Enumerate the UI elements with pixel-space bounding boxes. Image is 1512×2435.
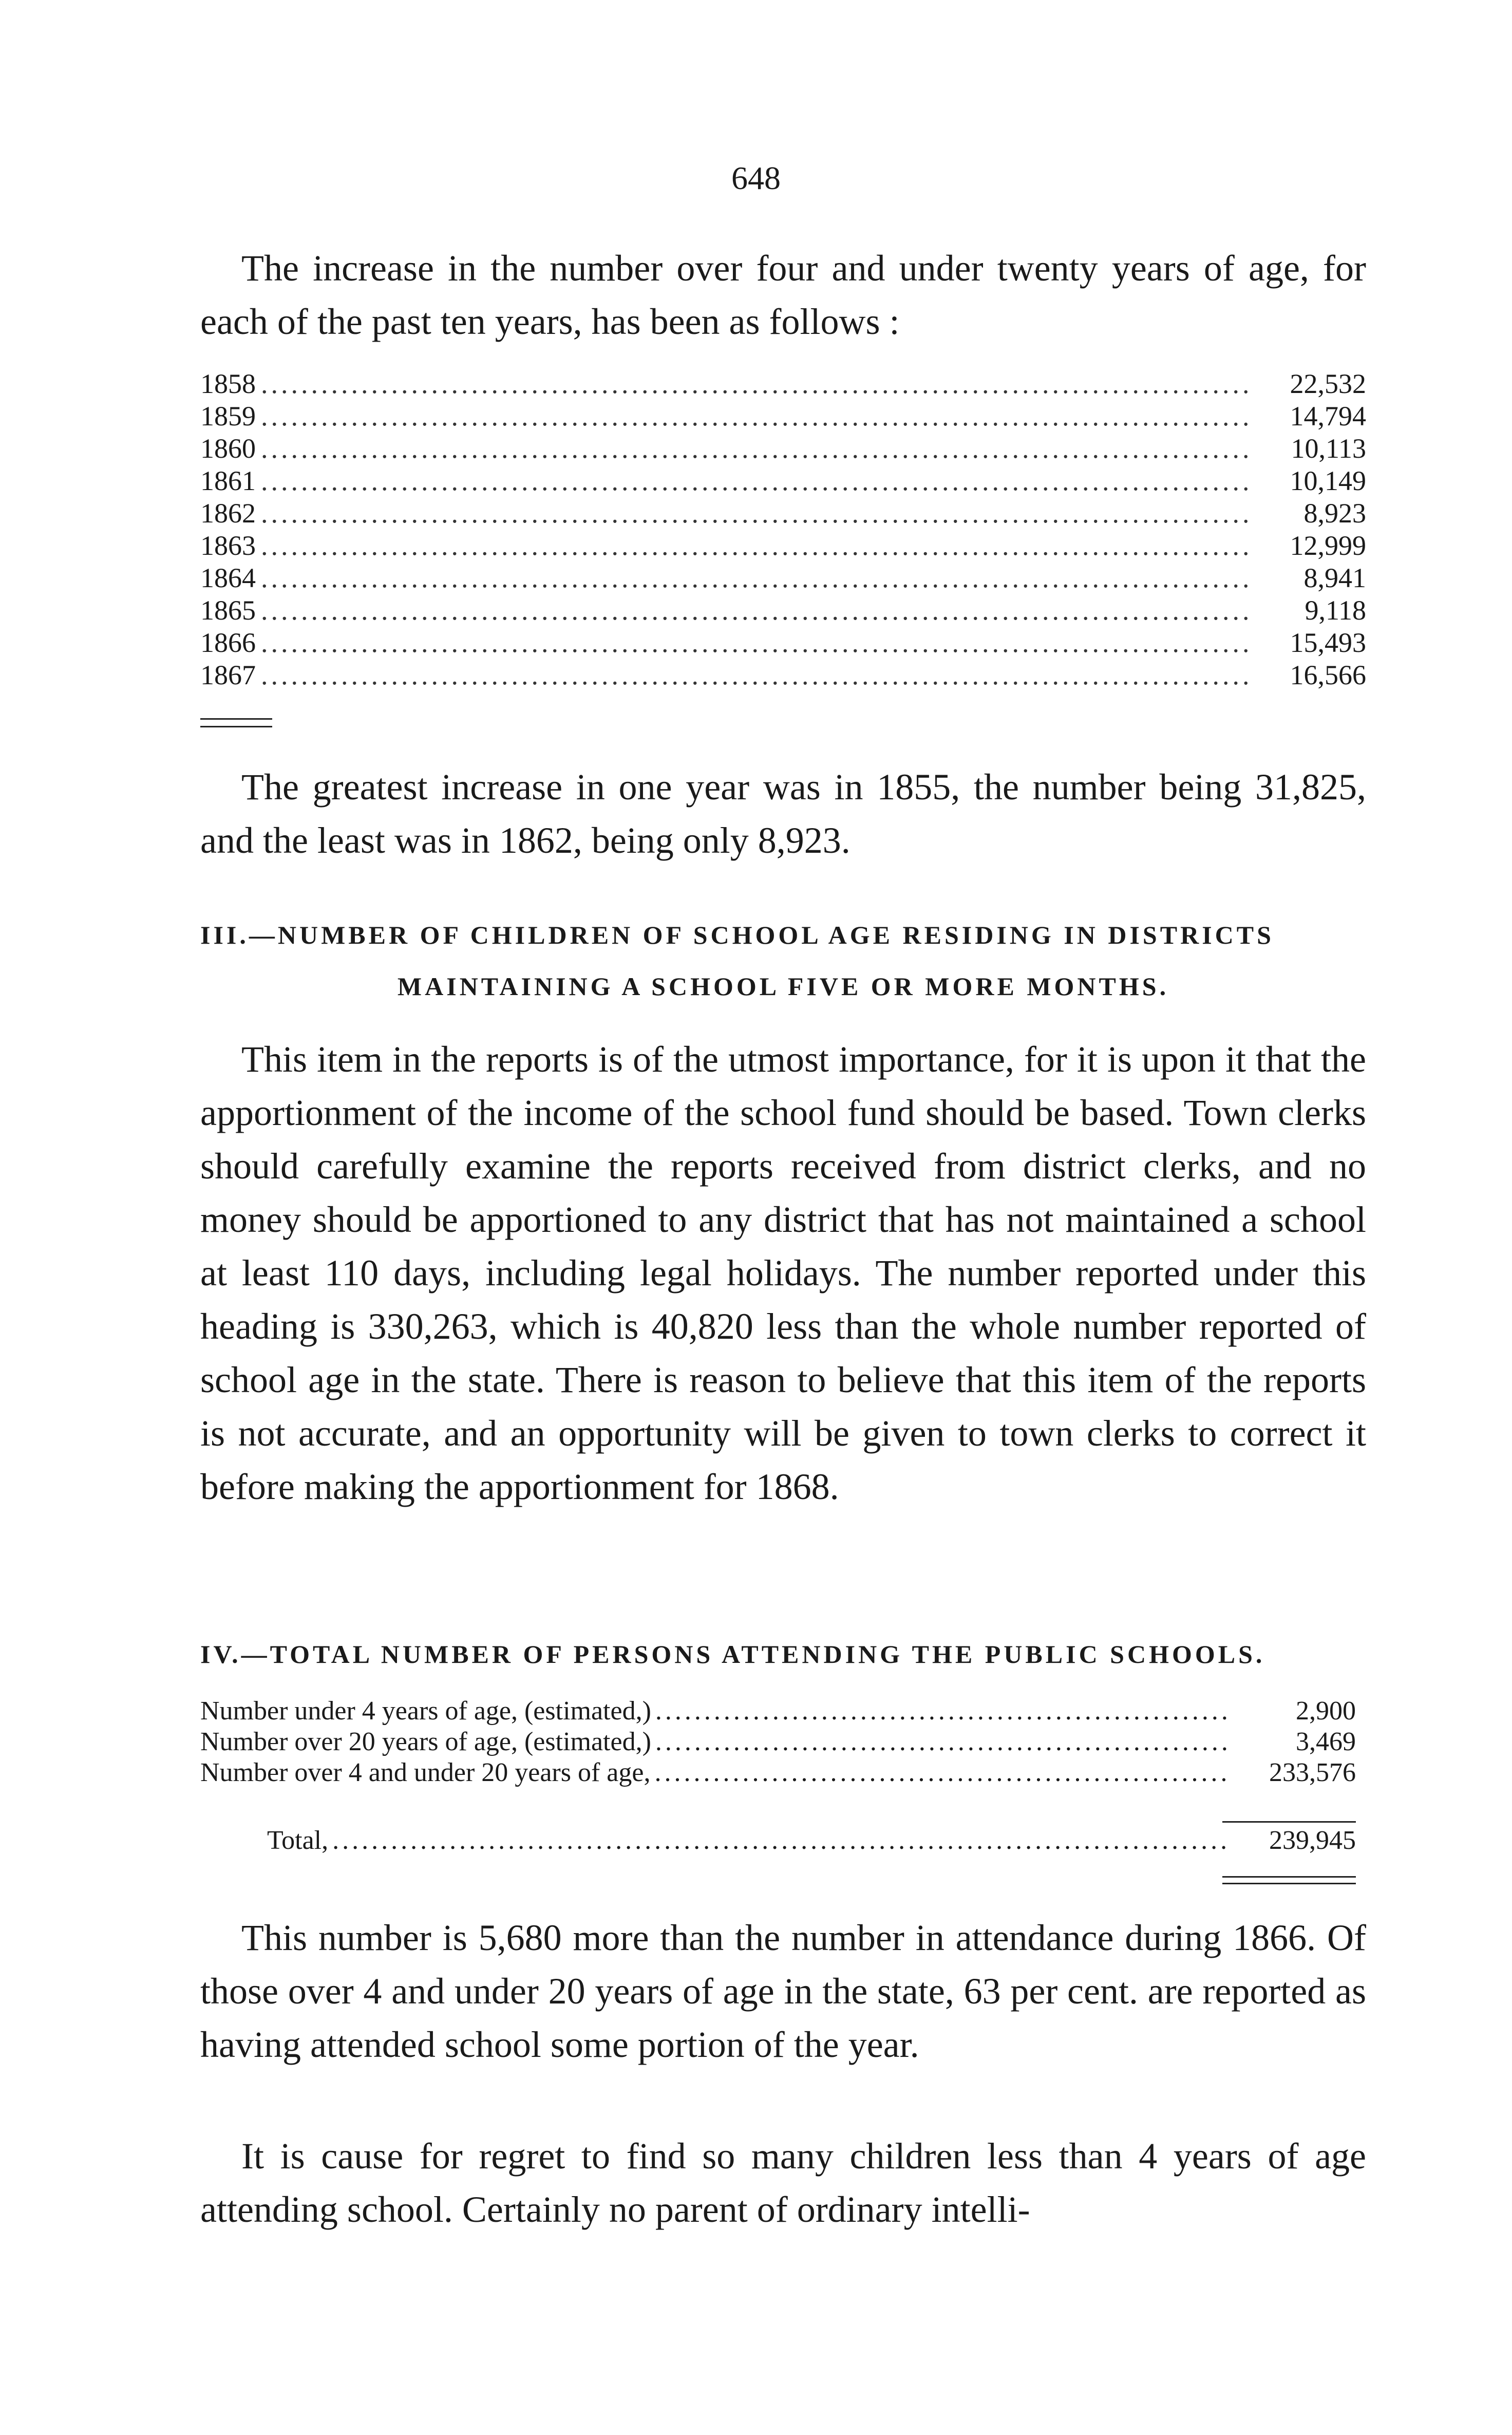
regret-text: It is cause for regret to find so many children less than 4 years of age attending school. Certainly no parent of ordinary intelli- [200,2136,1366,2230]
year-cell: 1863 [200,530,256,561]
year-cell: 1859 [200,401,256,432]
dot-leader [261,627,1253,659]
intro-text: The increase in the number over four and under twenty years of age, for each of the past ten years, has been as follows : [200,248,1366,342]
dot-leader [655,1696,1228,1726]
greatest-increase-text: The greatest increase in one year was in 1855, the number being 31,825, and the least was in 1862, being only 8,923. [200,766,1366,861]
dot-leader [654,1757,1228,1788]
attendance-note-paragraph [200,1911,1366,2071]
row-value: 233,576 [1269,1758,1356,1787]
table-row [200,497,1366,529]
row-label: Number over 4 and under 20 years of age, [200,1758,651,1787]
dot-leader [261,465,1253,497]
year-cell: 1864 [200,563,256,593]
double-rule [200,718,272,727]
table-row [200,1757,1356,1788]
year-cell: 1860 [200,433,256,464]
dot-leader [261,562,1253,594]
section-3-heading [200,909,1366,1012]
dot-leader [261,594,1253,626]
table-row [200,464,1366,497]
value-cell: 10,113 [1291,433,1366,464]
row-label: Number over 20 years of age, (estimated,) [200,1727,651,1756]
row-value: 3,469 [1296,1727,1356,1756]
row-label: Number under 4 years of age, (estimated,) [200,1696,651,1726]
total-row [200,1818,1356,1856]
section-3-text: This item in the reports is of the utmost importance, for it is upon it that the apportionment of the income of the school fund should be based. Town clerks should carefully examine the reports received from district clerks, and no money should be apportioned to any district that has not maintained a school at least 110 days, including legal holidays. The number reported under this heading is 330,263, which is 40,820 less than the whole number reported of school age in the state. There is reason to believe that this item of the reports is not accurate, and an opportunity will be given to town clerks to correct it before making the apportionment for 1868. [200,1039,1366,1507]
attendance-note-text: This number is 5,680 more than the number in attendance during 1866. Of those over 4 and under 20 years of age in the state, 63 per cent. are reported as having attended school some portion of the year. [200,1917,1366,2065]
year-cell: 1866 [200,627,256,658]
greatest-increase-paragraph [200,760,1366,867]
table-row [200,659,1366,691]
table-row [200,529,1366,561]
intro-paragraph [200,241,1366,348]
year-cell: 1867 [200,660,256,690]
table-row [200,400,1366,432]
section-3-paragraph [200,1033,1366,1513]
table-row [200,367,1366,400]
value-cell: 16,566 [1290,660,1366,690]
dot-leader [261,433,1253,464]
table-row [200,1695,1356,1726]
section-4-heading: IV.—TOTAL NUMBER OF PERSONS ATTENDING THE PUBLIC SCHOOLS. [200,1640,1265,1669]
year-cell: 1858 [200,368,256,399]
total-rule [1222,1821,1356,1823]
dot-leader [261,530,1253,561]
dot-leader [261,497,1253,529]
total-double-rule [1222,1876,1356,1884]
table-row [200,432,1366,464]
value-cell: 15,493 [1290,627,1366,658]
value-cell: 9,118 [1305,595,1366,626]
dot-leader [261,400,1253,432]
page-number: 648 [731,160,781,196]
row-value: 2,900 [1296,1696,1356,1726]
year-cell: 1862 [200,498,256,529]
table-row [200,594,1366,626]
value-cell: 8,941 [1303,563,1366,593]
total-label: Total, [267,1826,329,1855]
dot-leader [655,1727,1228,1757]
value-cell: 14,794 [1290,401,1366,432]
table-row [200,1726,1356,1757]
value-cell: 10,149 [1290,465,1366,496]
year-cell: 1865 [200,595,256,626]
table-row [200,561,1366,594]
section-3-heading-line2: MAINTAINING A SCHOOL FIVE OR MORE MONTHS. [397,972,1169,1001]
total-value: 239,945 [1269,1826,1356,1855]
value-cell: 8,923 [1303,498,1366,529]
dot-leader [261,659,1253,691]
regret-paragraph [200,2129,1366,2236]
value-cell: 12,999 [1290,530,1366,561]
increase-table [200,367,1366,691]
dot-leader [261,368,1253,400]
value-cell: 22,532 [1290,368,1366,399]
section-3-heading-line1: III.—NUMBER OF CHILDREN OF SCHOOL AGE RESIDING IN DISTRICTS [200,921,1274,949]
dot-leader [332,1825,1228,1856]
attendance-table [200,1695,1356,1856]
year-cell: 1861 [200,465,256,496]
table-row [200,626,1366,659]
